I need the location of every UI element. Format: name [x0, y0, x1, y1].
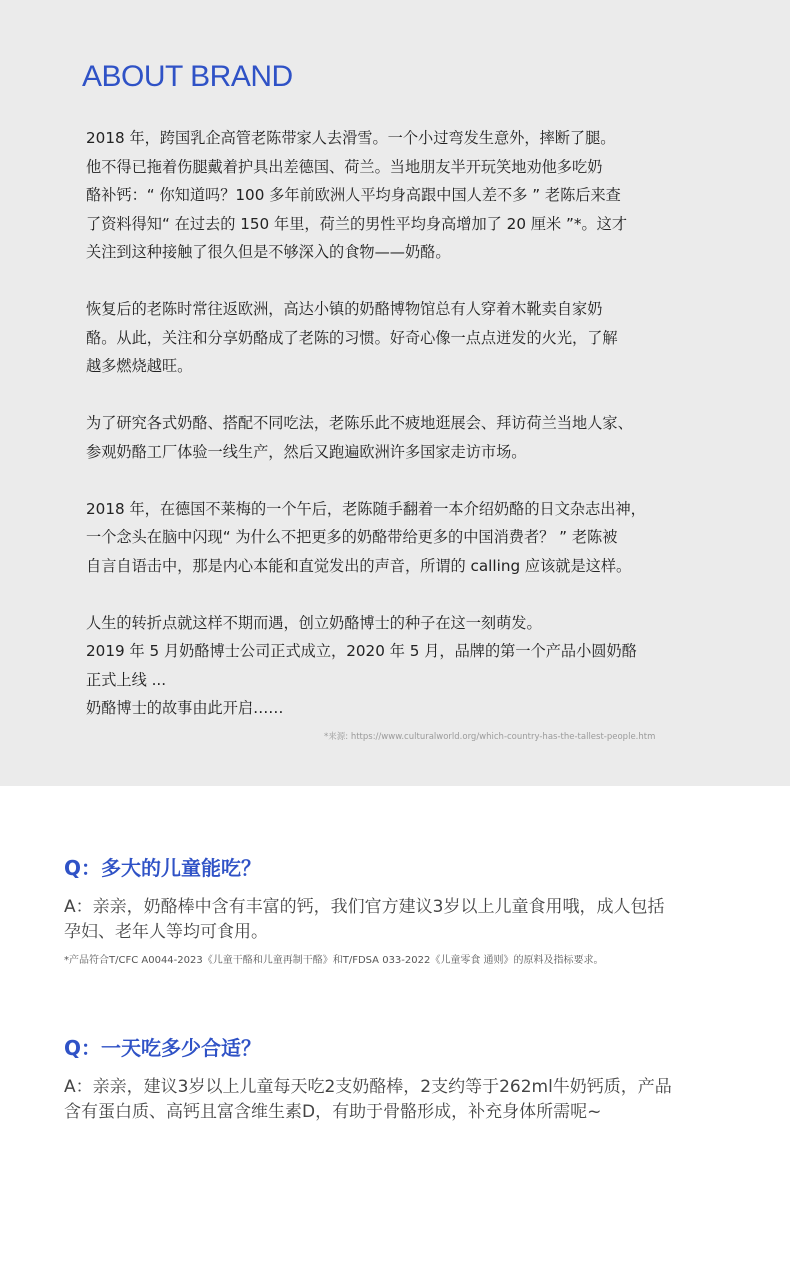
- faq-note: *产品符合T/CFC A0044-2023《儿童干酪和儿童再制干酪》和T/FDSA 033-2022《儿童零食 通则》的原料及指标要求。: [64, 955, 604, 966]
- story-line: 越多燃烧越旺。: [86, 357, 193, 375]
- story-line: 参观奶酪工厂体验一线生产，然后又跑遍欧洲许多国家走访市场。: [86, 442, 527, 461]
- story-line: 关注到这种接触了很久但是不够深入的食物——奶酪。: [86, 243, 451, 261]
- story-line: 酪补钙：“ 你知道吗？100 多年前欧洲人平均身高跟中国人差不多 ” 老陈后来查: [86, 186, 621, 204]
- story-line: 正式上线 ...: [86, 670, 167, 689]
- story-line: 为了研究各式奶酪、搭配不同吃法，老陈乐此不疲地逛展会、拜访荷兰当地人家、: [86, 414, 633, 432]
- faq-answer: [64, 895, 744, 945]
- source-citation: *来源: https://www.culturalworld.org/which-country-has-the-tallest-people.htm: [324, 732, 656, 742]
- faq-question: Q：一天吃多少合适？: [64, 1036, 262, 1060]
- story-line: 恢复后的老陈时常往返欧洲，高达小镇的奶酪博物馆总有人穿着木靴卖自家奶: [86, 300, 603, 318]
- story-paragraph: [86, 409, 716, 466]
- answer-line: 孕妇、老年人等均可食用。: [64, 922, 268, 942]
- about-brand-title: ABOUT BRAND: [82, 60, 293, 93]
- story-line: 了资料得知“ 在过去的 150 年里，荷兰的男性平均身高增加了 20 厘米 ”*。这才: [86, 214, 628, 233]
- story-paragraph: [86, 609, 716, 723]
- story-paragraph: [86, 295, 716, 381]
- story-line: 酪。从此，关注和分享奶酪成了老陈的习惯。好奇心像一点点迸发的火光，了解: [86, 328, 618, 347]
- answer-line: 含有蛋白质、高钙且富含维生素D，有助于骨骼形成，补充身体所需呢~: [64, 1102, 602, 1122]
- story-line: 他不得已拖着伤腿戴着护具出差德国、荷兰。当地朋友半开玩笑地劝他多吃奶: [86, 157, 603, 176]
- faq-answer: [64, 1075, 744, 1125]
- story-line: 2018 年，跨国乳企高管老陈带家人去滑雪。一个小过弯发生意外，摔断了腿。: [86, 129, 616, 147]
- story-line: 2019 年 5 月奶酪博士公司正式成立，2020 年 5 月，品牌的第一个产品小圆奶酪: [86, 642, 637, 660]
- story-line: 奶酪博士的故事由此开启……: [86, 699, 284, 717]
- answer-line: A：亲亲，奶酪棒中含有丰富的钙，我们官方建议3岁以上儿童食用哦，成人包括: [64, 897, 665, 917]
- faq-question: Q：多大的儿童能吃？: [64, 856, 262, 880]
- story-paragraph: [86, 124, 716, 267]
- faq-item: [64, 852, 744, 966]
- story-line: 2018 年，在德国不莱梅的一个午后，老陈随手翻着一本介绍奶酪的日文杂志出神，: [86, 499, 646, 518]
- answer-line: A：亲亲，建议3岁以上儿童每天吃2支奶酪棒，2支约等于262ml牛奶钙质，产品: [64, 1077, 672, 1097]
- story-paragraph: [86, 495, 716, 581]
- story-line: 人生的转折点就这样不期而遇，创立奶酪博士的种子在这一刻萌发。: [86, 613, 542, 632]
- faq-item: [64, 1032, 744, 1125]
- story-line: 自言自语击中，那是内心本能和直觉发出的声音，所谓的 calling 应该就是这样。: [86, 556, 632, 575]
- story-line: 一个念头在脑中闪现“ 为什么不把更多的奶酪带给更多的中国消费者？ ” 老陈被: [86, 528, 618, 546]
- brand-story: [86, 124, 716, 723]
